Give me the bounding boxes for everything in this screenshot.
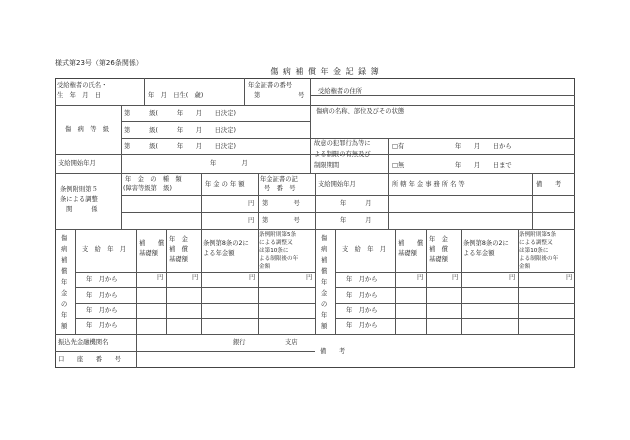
yen-unit: 円 bbox=[248, 200, 255, 207]
col-annual-base: 基礎額 bbox=[169, 256, 188, 263]
yen-unit: 円 bbox=[417, 274, 424, 281]
restriction-none-checkbox[interactable]: □無 bbox=[392, 162, 405, 169]
col-base-amount: 補 償 bbox=[398, 240, 424, 247]
adjustment-label: 関 係 bbox=[66, 206, 98, 213]
yen-unit: 円 bbox=[509, 274, 516, 281]
table-row-month: 年 月から bbox=[346, 292, 378, 299]
table-row-month: 年 月から bbox=[346, 322, 378, 329]
col-art5-amount: 条例附則第5条 による調整又 は第10条に よる制限後の年 金額 bbox=[259, 232, 299, 270]
restriction-has-checkbox[interactable]: □有 bbox=[392, 143, 405, 150]
account-number-label: 口 座 番 号 bbox=[58, 356, 121, 363]
cert-number-cell: 第 号 bbox=[262, 217, 300, 224]
col-base-amount: 補 償 bbox=[139, 240, 165, 247]
col-art8-amount: 条例第8条の2に bbox=[463, 240, 509, 247]
branch-unit: 支店 bbox=[285, 339, 298, 346]
yen-unit: 円 bbox=[248, 217, 255, 224]
yen-unit: 円 bbox=[249, 274, 256, 281]
pension-office-label: 所 轄 年 金 事 務 所 名 等 bbox=[392, 181, 465, 188]
yen-unit: 円 bbox=[452, 274, 459, 281]
grade-label: 傷 病 等 級 bbox=[65, 126, 110, 133]
col-annual-base: 年 金 bbox=[169, 236, 188, 243]
adjust-remarks-label: 備 考 bbox=[536, 181, 562, 188]
col-base-amount: 基礎額 bbox=[139, 250, 158, 257]
restriction-to: 年 月 日まで bbox=[455, 162, 512, 169]
adjustment-label: 条例附則第５ bbox=[60, 186, 98, 193]
register-title: 傷 病 補 償 年 金 記 録 簿 bbox=[270, 67, 380, 76]
restriction-from: 年 月 日から bbox=[455, 143, 512, 150]
restriction-label: 故意の犯罪行為等に bbox=[314, 140, 371, 147]
annual-side-label-right: 傷 病 補 償 年 金 の 年 額 bbox=[321, 235, 328, 330]
col-annual-base: 補 償 bbox=[429, 246, 448, 253]
col-pay-month: 支 給 年 月 bbox=[342, 246, 387, 253]
yen-unit: 円 bbox=[157, 274, 164, 281]
bank-remarks-label: 備 考 bbox=[320, 348, 346, 355]
grade-row: 第 級( 年 月 日決定) bbox=[124, 143, 236, 150]
grade-row: 第 級( 年 月 日決定) bbox=[124, 110, 236, 117]
col-art8-amount: よる年金額 bbox=[463, 250, 495, 257]
pension-cert-number: 第 号 bbox=[254, 92, 305, 99]
col-annual-base: 年 金 bbox=[429, 236, 448, 243]
recipient-birth-label: 生 年 月 日 bbox=[57, 92, 102, 99]
bank-unit: 銀行 bbox=[233, 339, 246, 346]
injury-label: 傷病の名称、部位及びその状態 bbox=[316, 108, 405, 115]
col-pay-month: 支 給 年 月 bbox=[82, 246, 127, 253]
adjustment-label: 条による調整 bbox=[60, 196, 98, 203]
grade-row: 第 級( 年 月 日決定) bbox=[124, 127, 236, 134]
table-row-month: 年 月から bbox=[86, 322, 118, 329]
restriction-label: よる制限の有無及び bbox=[314, 151, 371, 158]
col-art8-amount: よる年金額 bbox=[203, 250, 235, 257]
col-art8-amount: 条例第8条の2に bbox=[203, 240, 249, 247]
cert-number-header: 号 番 号 bbox=[264, 185, 296, 192]
col-art5-amount: 条例附則第5条 による調整又 は第10条に よる制限後の年 金額 bbox=[519, 232, 559, 270]
annual-side-label-left: 傷 病 補 償 年 金 の 年 額 bbox=[61, 235, 68, 330]
form-number: 様式第23号（第26条関係） bbox=[55, 59, 143, 67]
yen-unit: 円 bbox=[192, 274, 199, 281]
table-row-month: 年 月から bbox=[86, 292, 118, 299]
col-annual-base: 補 償 bbox=[169, 246, 188, 253]
table-row-month: 年 月から bbox=[346, 307, 378, 314]
adjust-start-ym: 年 月 bbox=[340, 200, 372, 207]
restriction-label: 制限期間 bbox=[314, 162, 340, 169]
table-row-month: 年 月から bbox=[86, 276, 118, 283]
pension-type-header: 年 金 の 種 類 bbox=[125, 176, 182, 183]
recipient-birth-date: 年 月 日生( 歳) bbox=[148, 92, 204, 99]
yen-unit: 円 bbox=[566, 274, 573, 281]
col-base-amount: 基礎額 bbox=[398, 250, 417, 257]
table-row-month: 年 月から bbox=[86, 307, 118, 314]
annual-amount-header: 年 金 の 年 額 bbox=[205, 181, 245, 188]
recipient-name-label: 受給権者の氏名・ bbox=[57, 82, 108, 89]
pension-cert-label: 年金証書の番号 bbox=[248, 82, 293, 89]
col-annual-base: 基礎額 bbox=[429, 256, 448, 263]
yen-unit: 円 bbox=[306, 274, 313, 281]
cert-number-cell: 第 号 bbox=[262, 200, 300, 207]
adjust-start-label: 支給開始年月 bbox=[318, 181, 356, 188]
recipient-address-label: 受給権者の住所 bbox=[318, 88, 363, 95]
start-month-label: 支給開始年月 bbox=[58, 160, 96, 167]
table-row-month: 年 月から bbox=[346, 276, 378, 283]
cert-number-header: 年金証書の記 bbox=[260, 176, 298, 183]
pension-type-header: (障害等級第 級) bbox=[123, 185, 172, 192]
adjust-start-ym: 年 月 bbox=[340, 217, 372, 224]
bank-name-label: 振込先金融機関名 bbox=[58, 339, 109, 346]
start-month-value: 年 月 bbox=[210, 160, 248, 167]
